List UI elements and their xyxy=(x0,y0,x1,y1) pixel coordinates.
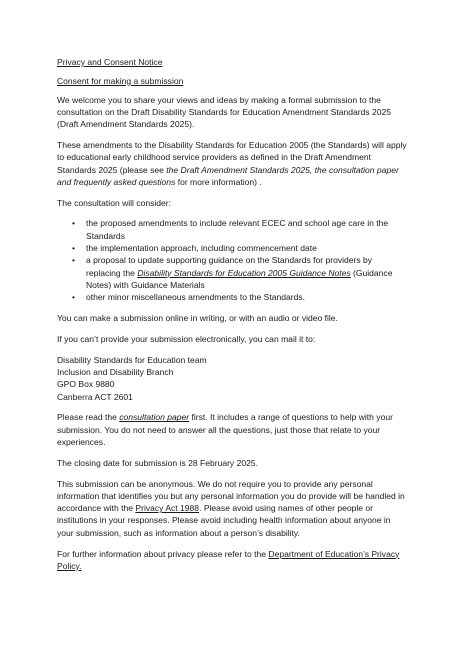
list-item-text: the proposed amendments to include relevant ECEC and school age care in the Standards xyxy=(86,218,389,241)
list-item xyxy=(72,217,407,242)
privacy-act-link[interactable]: Privacy Act 1988 xyxy=(135,503,200,514)
guidance-notes-link[interactable]: Disability Standards for Education 2005 Guidance Notes xyxy=(137,267,351,278)
further-info-paragraph xyxy=(57,548,407,573)
bullet-icon: • xyxy=(72,292,75,303)
read-paper-paragraph xyxy=(57,411,407,448)
list-item-text-end: (Guidance Notes) with Guidance Materials xyxy=(86,267,393,290)
consultation-intro: The consultation will consider: xyxy=(57,197,172,208)
list-item-text: a proposal to update supporting guidance on the Standards for providers by replacing the xyxy=(86,255,373,278)
amendments-text: These amendments to the Disability Standards for Education 2005 (the Standards) will apply to educational early childhood service providers as defined in the Draft Amendment Standards 2025 (please see xyxy=(57,139,407,175)
further-info-text: For further information about privacy please refer to the xyxy=(57,548,269,559)
amendments-text-end: for more information) . xyxy=(175,176,262,187)
list-item-text: the implementation approach, including commencement date xyxy=(86,243,317,254)
address-line: Disability Standards for Education team xyxy=(57,354,207,365)
list-item xyxy=(72,254,407,291)
consultation-paper-link[interactable]: consultation paper xyxy=(119,412,190,423)
address-line: GPO Box 9880 xyxy=(57,379,115,390)
mail-submission-text: If you can’t provide your submission electronically, you can mail it to: xyxy=(57,333,316,344)
read-paper-text: Please read the xyxy=(57,412,120,423)
anonymity-text: This submission can be anonymous. We do not require you to provide any personal information that identifies you but any personal information you do provide will be handled in accordance with the xyxy=(57,478,405,514)
bullet-icon: • xyxy=(72,218,75,229)
privacy-policy-link[interactable]: Department of Education’s Privacy Policy. xyxy=(57,548,400,571)
closing-date-text: The closing date for submission is 28 February 2025. xyxy=(57,457,258,468)
bullet-icon: • xyxy=(72,255,75,266)
amendments-paragraph xyxy=(57,139,407,188)
list-item xyxy=(72,242,407,254)
bullet-icon: • xyxy=(72,243,75,254)
intro-paragraph: We welcome you to share your views and ideas by making a formal submission to the consultation on the Draft Disability Standards for Education Amendment Standards 2025 (Draft Amendment Standards 2025). xyxy=(57,94,392,130)
list-item xyxy=(72,291,407,303)
anonymity-text-end: . Please avoid using names of other people or institutions in your responses. Please avoid including health information about anyone in your submission, such as information about a person’s disability. xyxy=(57,503,391,538)
read-paper-text-end: first. It includes a range of questions to help with your submission. You do not need to answer all the questions, just those that relate to your experiences. xyxy=(57,412,393,447)
address-line: Inclusion and Disability Branch xyxy=(57,366,174,377)
postal-address xyxy=(57,354,407,403)
list-item-text: other minor miscellaneous amendments to the Standards. xyxy=(86,292,306,303)
consultation-list xyxy=(57,217,407,303)
online-submission-text: You can make a submission online in writing, or with an audio or video file. xyxy=(57,313,338,324)
section-heading: Consent for making a submission xyxy=(57,75,184,86)
anonymity-paragraph xyxy=(57,478,407,539)
amendments-italic-reference: the Draft Amendment Standards 2025, the consultation paper and frequently asked questions xyxy=(57,164,399,187)
page-title: Privacy and Consent Notice xyxy=(57,57,163,67)
address-line: Canberra ACT 2601 xyxy=(57,391,133,402)
